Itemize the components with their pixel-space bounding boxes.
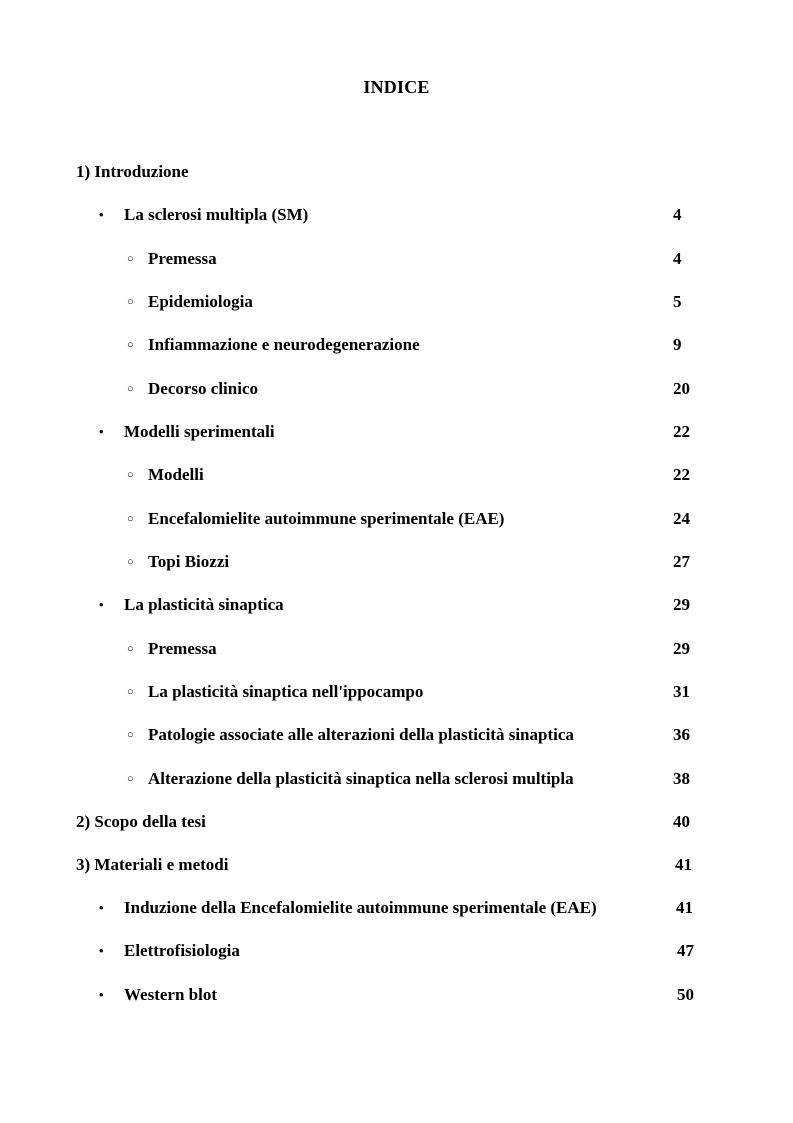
toc-page-number: 29 (673, 639, 690, 658)
toc-entry[interactable] (0, 681, 793, 703)
toc-entry[interactable] (0, 984, 793, 1006)
toc-entry-label: Modelli sperimentali (124, 422, 275, 441)
toc-entry-label: Modelli (148, 465, 204, 484)
toc-page-number: 22 (673, 465, 690, 484)
toc-entry[interactable] (0, 464, 793, 486)
toc-page-number: 4 (673, 205, 682, 224)
toc-entry-label: 2) Scopo della tesi (76, 812, 206, 831)
toc-page-number: 41 (675, 855, 692, 874)
bullet-circle-icon: ○ (127, 383, 134, 395)
bullet-circle-icon: ○ (127, 469, 134, 481)
toc-entry-label: Patologie associate alle alterazioni della plasticità sinaptica (148, 725, 574, 744)
toc-entry-label: La plasticità sinaptica (124, 595, 284, 614)
toc-entry-label: 1) Introduzione (76, 162, 189, 181)
toc-entry-label: La plasticità sinaptica nell'ippocampo (148, 682, 424, 701)
toc-page-number: 31 (673, 682, 690, 701)
toc-entry-label: Topi Biozzi (148, 552, 230, 571)
bullet-circle-icon: ○ (127, 773, 134, 785)
toc-entry[interactable] (0, 378, 793, 400)
bullet-circle-icon: ○ (127, 253, 134, 265)
toc-entry[interactable] (0, 161, 793, 183)
toc-entry-label: 3) Materiali e metodi (76, 855, 229, 874)
toc-entry[interactable] (0, 291, 793, 313)
toc-entry[interactable] (0, 334, 793, 356)
toc-entry-label: Elettrofisiologia (124, 941, 240, 960)
toc-entry[interactable] (0, 421, 793, 443)
toc-entry[interactable] (0, 508, 793, 530)
toc-page-number: 9 (673, 335, 682, 354)
bullet-circle-icon: ○ (127, 513, 134, 525)
toc-entry-label: Alterazione della plasticità sinaptica nella sclerosi multipla (148, 769, 574, 788)
bullet-circle-icon: ○ (127, 729, 134, 741)
toc-entry-label: Premessa (148, 249, 217, 268)
toc-page-number: 24 (673, 509, 690, 528)
bullet-disc-icon: • (99, 900, 104, 915)
toc-entry-label: Western blot (124, 985, 218, 1004)
toc-entry[interactable] (0, 248, 793, 270)
bullet-disc-icon: • (99, 987, 104, 1002)
toc-entry[interactable] (0, 854, 793, 876)
toc-entry-label: Epidemiologia (148, 292, 253, 311)
bullet-disc-icon: • (99, 207, 104, 222)
bullet-disc-icon: • (99, 424, 104, 439)
toc-entry-label: Premessa (148, 639, 217, 658)
toc-page-number: 4 (673, 249, 682, 268)
toc-page-number: 27 (673, 552, 690, 571)
toc-entry[interactable] (0, 724, 793, 746)
bullet-circle-icon: ○ (127, 686, 134, 698)
toc-entry[interactable] (0, 768, 793, 790)
bullet-circle-icon: ○ (127, 556, 134, 568)
bullet-circle-icon: ○ (127, 339, 134, 351)
toc-page-number: 40 (673, 812, 690, 831)
bullet-circle-icon: ○ (127, 296, 134, 308)
toc-entry[interactable] (0, 811, 793, 833)
toc-entry[interactable] (0, 940, 793, 962)
toc-page-number: 38 (673, 769, 690, 788)
toc-page-number: 29 (673, 595, 690, 614)
toc-page-number: 20 (673, 379, 690, 398)
bullet-disc-icon: • (99, 597, 104, 612)
bullet-circle-icon: ○ (127, 643, 134, 655)
toc-entry[interactable] (0, 204, 793, 226)
toc-page-number: 5 (673, 292, 682, 311)
toc-page-number: 22 (673, 422, 690, 441)
toc-entry[interactable] (0, 638, 793, 660)
toc-entry-label: La sclerosi multipla (SM) (124, 205, 309, 224)
toc-entry-label: Decorso clinico (148, 379, 258, 398)
toc-entry-label: Induzione della Encefalomielite autoimmune sperimentale (EAE) (124, 898, 597, 917)
toc-page-number: 41 (676, 898, 693, 917)
toc-entry[interactable] (0, 551, 793, 573)
toc-title: INDICE (363, 77, 430, 97)
toc-entry[interactable] (0, 897, 793, 919)
toc-entry-label: Infiammazione e neurodegenerazione (148, 335, 420, 354)
toc-entry[interactable] (0, 594, 793, 616)
toc-page-number: 36 (673, 725, 690, 744)
toc-entry-label: Encefalomielite autoimmune sperimentale (EAE) (148, 509, 505, 528)
toc-page-number: 47 (677, 941, 694, 960)
toc-page-number: 50 (677, 985, 694, 1004)
bullet-disc-icon: • (99, 943, 104, 958)
